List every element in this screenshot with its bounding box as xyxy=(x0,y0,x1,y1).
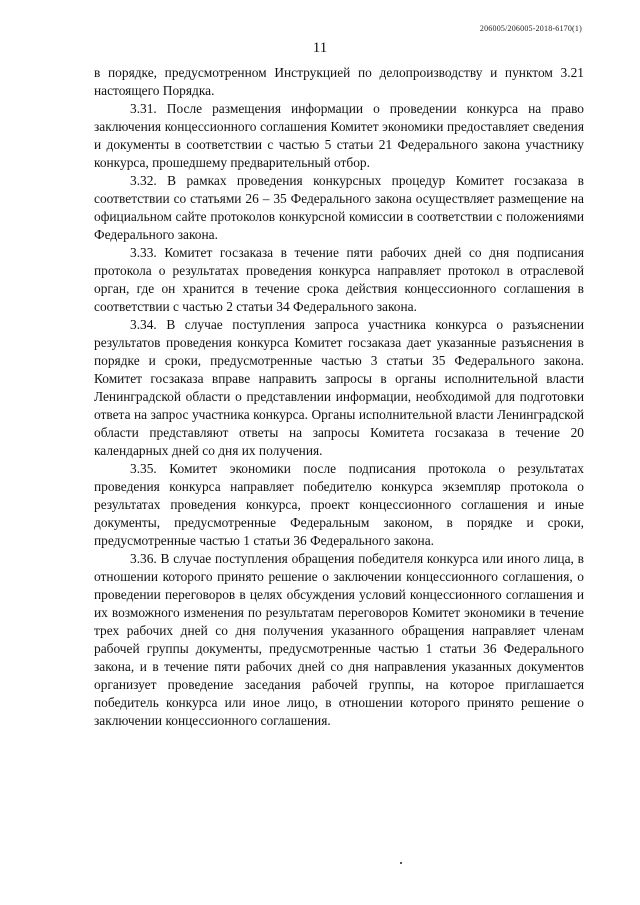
paragraph-3-34: 3.34. В случае поступления запроса участника конкурса о разъяснении результатов проведения конкурса Комитет госзаказа дает указанные разъяснения в порядке и сроки, предусмотренные частью 3 статьи 35 Федерального закона. Комитет госзаказа вправе направить запросы в органы исполнительной власти Ленинградской области о представлении информации, необходимой для подготовки ответа на запрос участника конкурса. Органы исполнительной власти Ленинградской области представляют ответы на запросы Комитета госзаказа в течение 20 календарных дней со дня их получения. xyxy=(94,317,584,458)
paragraph-3-32: 3.32. В рамках проведения конкурсных процедур Комитет госзаказа в соответствии со статьями 26 – 35 Федерального закона осуществляет размещение на официальном сайте протоколов конкурсной комиссии в соответствии с положениями Федерального закона. xyxy=(94,173,584,242)
scan-dot xyxy=(400,862,402,864)
document-body xyxy=(94,64,584,730)
page-number: 11 xyxy=(312,40,328,56)
paragraph-3-33: 3.33. Комитет госзаказа в течение пяти рабочих дней со дня подписания протокола о результатах проведения конкурса направляет протокол в отраслевой орган, где он хранится в течение срока действия концессионного соглашения в соответствии с частью 2 статьи 34 Федерального закона. xyxy=(94,245,584,314)
paragraph-3-36: 3.36. В случае поступления обращения победителя конкурса или иного лица, в отношении которого принято решение о заключении концессионного соглашения, о проведении переговоров в целях обсуждения условий концессионного соглашения и их возможного изменения по результатам переговоров Комитет экономики в течение трех рабочих дней со дня получения указанного обращения направляет членам рабочей группы документы, предусмотренные частью 1 статьи 36 Федерального закона, и в течение пяти рабочих дней со дня направления указанных документов организует проведение заседания рабочей группы, на которое приглашается победитель конкурса или иное лицо, в отношении которого принято решение о заключении концессионного соглашения. xyxy=(94,551,584,728)
paragraph-3-31: 3.31. После размещения информации о проведении конкурса на право заключения концессионного соглашения Комитет экономики предоставляет сведения и документы в соответствии с частью 5 статьи 21 Федерального закона участнику конкурса, прошедшему предварительный отбор. xyxy=(94,101,584,170)
paragraph-3-35: 3.35. Комитет экономики после подписания протокола о результатах проведения конкурса направляет победителю конкурса экземпляр протокола о результатах проведения конкурса, проект концессионного соглашения и иные документы, предусмотренные Федеральным законом, в порядке и сроки, предусмотренные частью 1 статьи 36 Федерального закона. xyxy=(94,461,584,548)
paragraph-continuation: в порядке, предусмотренном Инструкцией по делопроизводству и пунктом 3.21 настоящего Порядка. xyxy=(94,65,584,98)
document-id: 206005/206005-2018-6170(1) xyxy=(479,24,582,33)
